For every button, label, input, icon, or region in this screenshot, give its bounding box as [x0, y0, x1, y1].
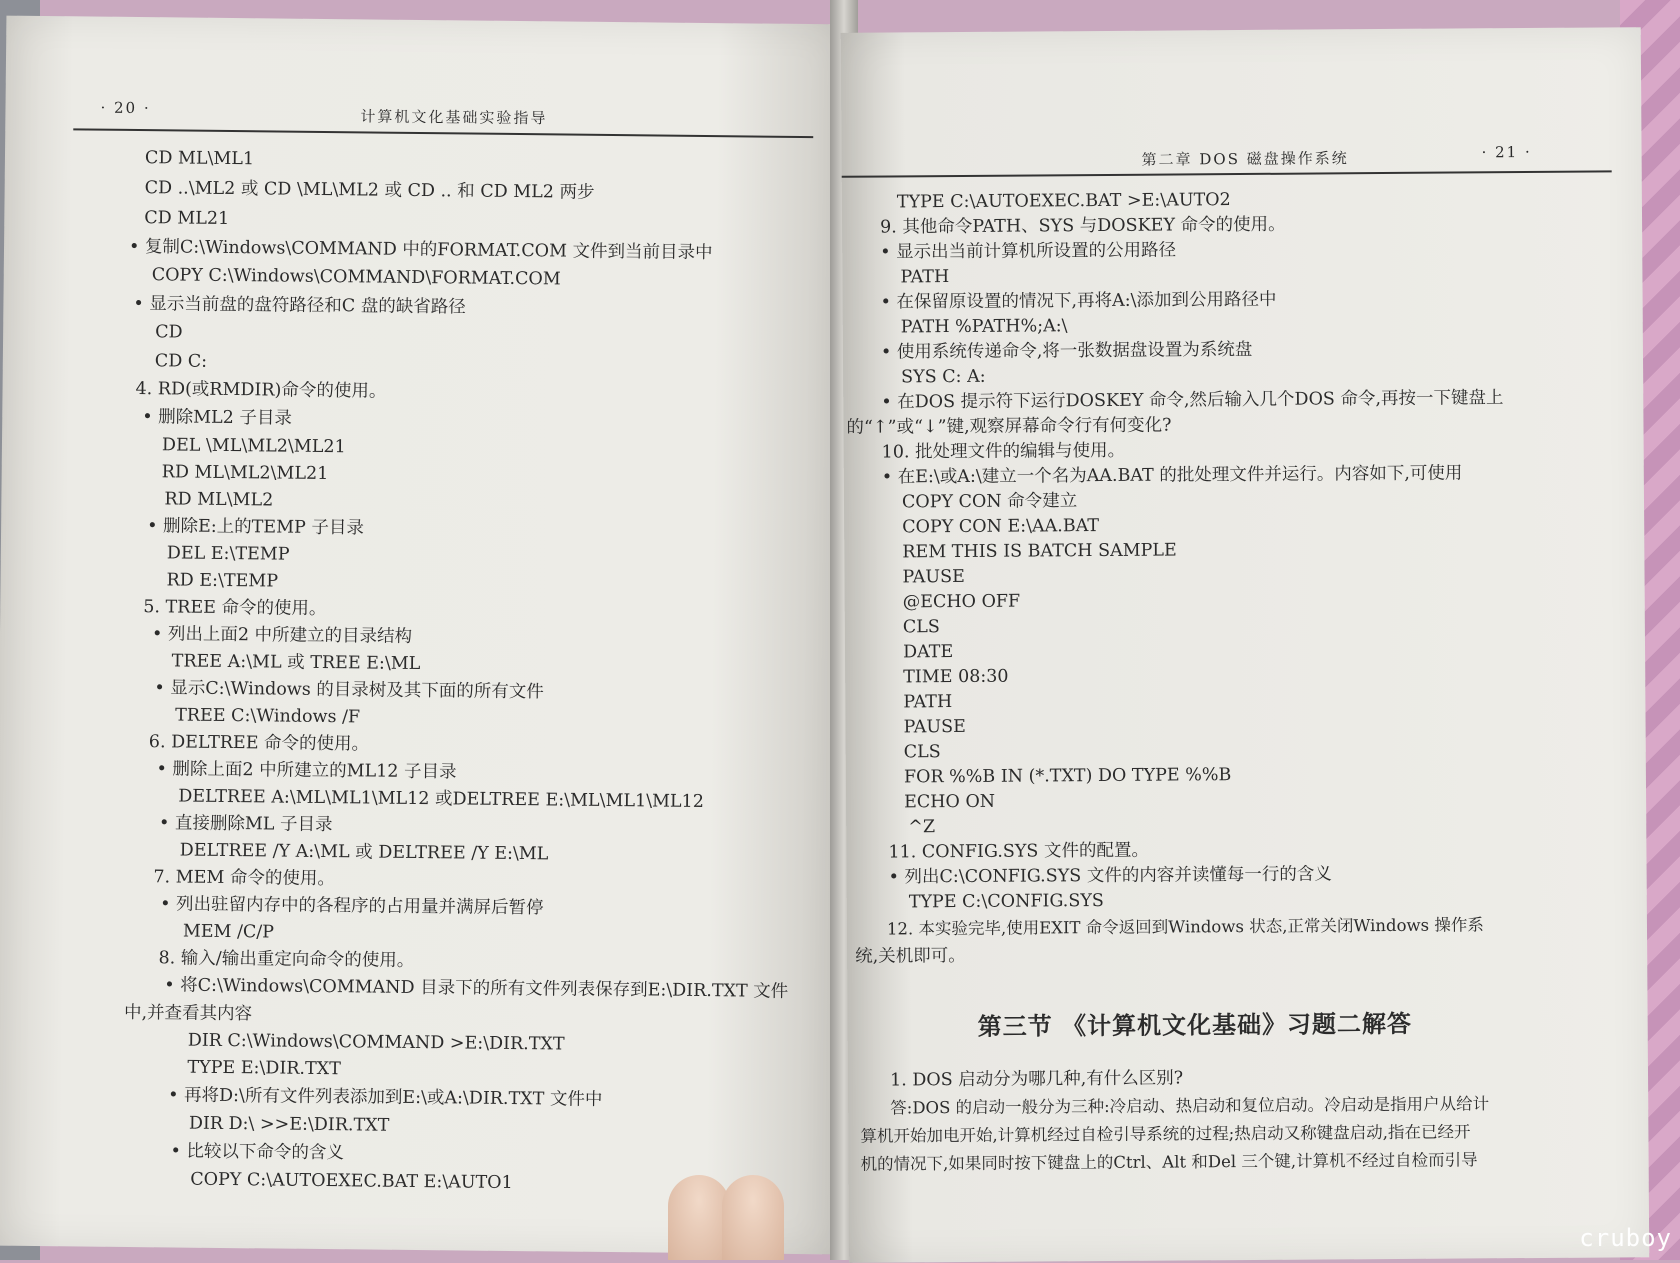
- right-line: ^Z: [908, 817, 936, 838]
- right-line: @ECHO OFF: [902, 591, 1021, 613]
- left-line: • 显示C:\Windows 的目录树及其下面的所有文件: [154, 680, 544, 702]
- left-line: CD ML\ML1: [144, 148, 255, 170]
- left-line: 7. MEM 命令的使用。: [153, 867, 335, 890]
- right-line: SYS C: A:: [901, 366, 986, 388]
- left-line: • 再将D:\所有文件列表添加到E:\或A:\DIR.TXT 文件中: [168, 1087, 602, 1109]
- right-page-number: · 21 ·: [1481, 142, 1532, 162]
- left-line: DELTREE /Y A:\ML 或 DELTREE /Y E:\ML: [179, 840, 549, 865]
- left-line: MEM /C/P: [182, 921, 275, 943]
- right-line: • 在保留原设置的情况下,再将A:\添加到公用路径中: [881, 292, 1277, 312]
- left-line: CD ML21: [144, 208, 230, 229]
- right-line: PATH %PATH%;A:\: [900, 316, 1068, 338]
- answer-line: 答:DOS 的启动一般分为三种:冷启动、热启动和复位启动。冷启动是指用户从给计: [890, 1094, 1490, 1118]
- left-page: [0, 16, 844, 1255]
- right-line: ECHO ON: [904, 791, 996, 813]
- right-page: [841, 27, 1650, 1263]
- right-line: COPY CON E:\AA.BAT: [902, 516, 1100, 538]
- right-line: FOR %%B IN (*.TXT) DO TYPE %%B: [903, 765, 1232, 788]
- left-line: TYPE E:\DIR.TXT: [187, 1057, 341, 1080]
- left-line: RD ML\ML2\ML21: [161, 462, 329, 485]
- left-line: COPY C:\Windows\COMMAND\FORMAT.COM: [151, 265, 561, 290]
- left-line: • 列出上面2 中所建立的目录结构: [152, 626, 412, 646]
- left-line: • 将C:\Windows\COMMAND 目录下的所有文件列表保存到E:\DIR.TXT 文件: [164, 977, 788, 1001]
- right-line: CLS: [903, 742, 941, 763]
- right-running-title: 第二章 DOS 磁盘操作系统: [1141, 149, 1349, 169]
- left-page-number: · 20 ·: [100, 98, 151, 118]
- left-line: RD E:\TEMP: [166, 570, 279, 592]
- left-line: 中,并查看其内容: [123, 1002, 253, 1025]
- right-line: TYPE C:\CONFIG.SYS: [908, 890, 1104, 913]
- left-line: 5. TREE 命令的使用。: [143, 597, 327, 620]
- right-line: PAUSE: [903, 716, 966, 738]
- answer-line: 算机开始加电开始,计算机经过自检引导系统的过程;热启动又称键盘启动,指在已经开: [860, 1122, 1471, 1146]
- left-line: COPY C:\AUTOEXEC.BAT E:\AUTO1: [190, 1169, 513, 1194]
- right-line: 9. 其他命令PATH、SYS 与DOSKEY 命令的使用。: [880, 214, 1286, 238]
- right-line: CLS: [902, 617, 940, 638]
- left-line: CD ..\ML2 或 CD \ML\ML2 或 CD .. 和 CD ML2 两步: [144, 178, 595, 203]
- answer-line: 机的情况下,如果同时按下键盘上的Ctrl、Alt 和Del 三个键,计算机不经过自检而引导: [860, 1150, 1478, 1174]
- right-line: 统,关机即可。: [855, 945, 966, 967]
- finger-left: [668, 1175, 730, 1260]
- left-line: • 比较以下命令的含义: [170, 1143, 344, 1162]
- watermark: cruboy: [1579, 1224, 1672, 1252]
- left-line: 4. RD(或RMDIR)命令的使用。: [135, 379, 387, 402]
- left-line: DEL E:\TEMP: [166, 543, 290, 565]
- left-line: • 删除E:上的TEMP 子目录: [147, 518, 364, 538]
- right-line: PATH: [903, 692, 953, 713]
- right-line: COPY CON 命令建立: [901, 491, 1078, 513]
- left-line: CD C:: [154, 351, 208, 372]
- left-line: DEL \ML\ML2\ML21: [161, 435, 346, 458]
- right-line: TIME 08:30: [903, 666, 1009, 688]
- right-line: • 显示出当前计算机所设置的公用路径: [880, 242, 1176, 262]
- right-line: PAUSE: [902, 566, 965, 588]
- left-line: CD: [155, 322, 183, 343]
- right-line: • 使用系统传递命令,将一张数据盘设置为系统盘: [881, 342, 1253, 362]
- right-line: 12. 本实验完毕,使用EXIT 命令返回到Windows 状态,正常关闭Windows 操作系: [886, 915, 1484, 939]
- left-line: DIR D:\ >>E:\DIR.TXT: [188, 1113, 390, 1136]
- right-line: • 列出C:\CONFIG.SYS 文件的内容并读懂每一行的含义: [889, 866, 1332, 887]
- left-running-title: 计算机文化基础实验指导: [360, 107, 548, 128]
- left-line: 8. 输入/输出重定向命令的使用。: [158, 948, 415, 971]
- right-header-rule: [842, 170, 1612, 177]
- left-line: • 删除ML2 子目录: [142, 409, 292, 428]
- left-line: TREE A:\ML 或 TREE E:\ML: [171, 651, 421, 675]
- finger-right: [722, 1175, 784, 1260]
- left-line: 6. DELTREE 命令的使用。: [148, 732, 370, 755]
- left-line: RD ML\ML2: [164, 489, 274, 511]
- right-line: • 在DOS 提示符下运行DOSKEY 命令,然后输入几个DOS 命令,再按一下键盘上: [881, 390, 1503, 412]
- left-line: • 直接删除ML 子目录: [159, 815, 333, 834]
- right-line: REM THIS IS BATCH SAMPLE: [902, 540, 1177, 563]
- answer-line: 1. DOS 启动分为哪几种,有什么区别?: [889, 1068, 1184, 1091]
- right-line: PATH: [900, 267, 950, 288]
- left-line: DELTREE A:\ML\ML1\ML12 或DELTREE E:\ML\ML1\ML12: [178, 786, 704, 812]
- left-line: • 删除上面2 中所建立的ML12 子目录: [156, 761, 456, 782]
- right-line: TYPE C:\AUTOEXEC.BAT >E:\AUTO2: [896, 190, 1231, 213]
- left-line: TREE C:\Windows /F: [175, 705, 361, 728]
- right-line: • 在E:\或A:\建立一个名为AA.BAT 的批处理文件并运行。内容如下,可使用: [882, 465, 1463, 487]
- right-line: 11. CONFIG.SYS 文件的配置。: [888, 840, 1150, 863]
- left-line: • 复制C:\Windows\COMMAND 中的FORMAT.COM 文件到当前目录中: [129, 239, 713, 263]
- left-line: • 列出驻留内存中的各程序的占用量并满屏后暂停: [160, 896, 544, 918]
- right-line: 10. 批处理文件的编辑与使用。: [881, 440, 1126, 463]
- left-line: DIR C:\Windows\COMMAND >E:\DIR.TXT: [187, 1030, 565, 1055]
- right-line: 的“↑”或“↓”键,观察屏幕命令行有何变化?: [846, 415, 1172, 438]
- left-header-rule: [73, 128, 813, 138]
- section-heading: 第三节 《计算机文化基础》习题二解答: [977, 1009, 1413, 1041]
- left-line: • 显示当前盘的盘符路径和C 盘的缺省路径: [133, 296, 466, 317]
- right-line: DATE: [902, 642, 954, 663]
